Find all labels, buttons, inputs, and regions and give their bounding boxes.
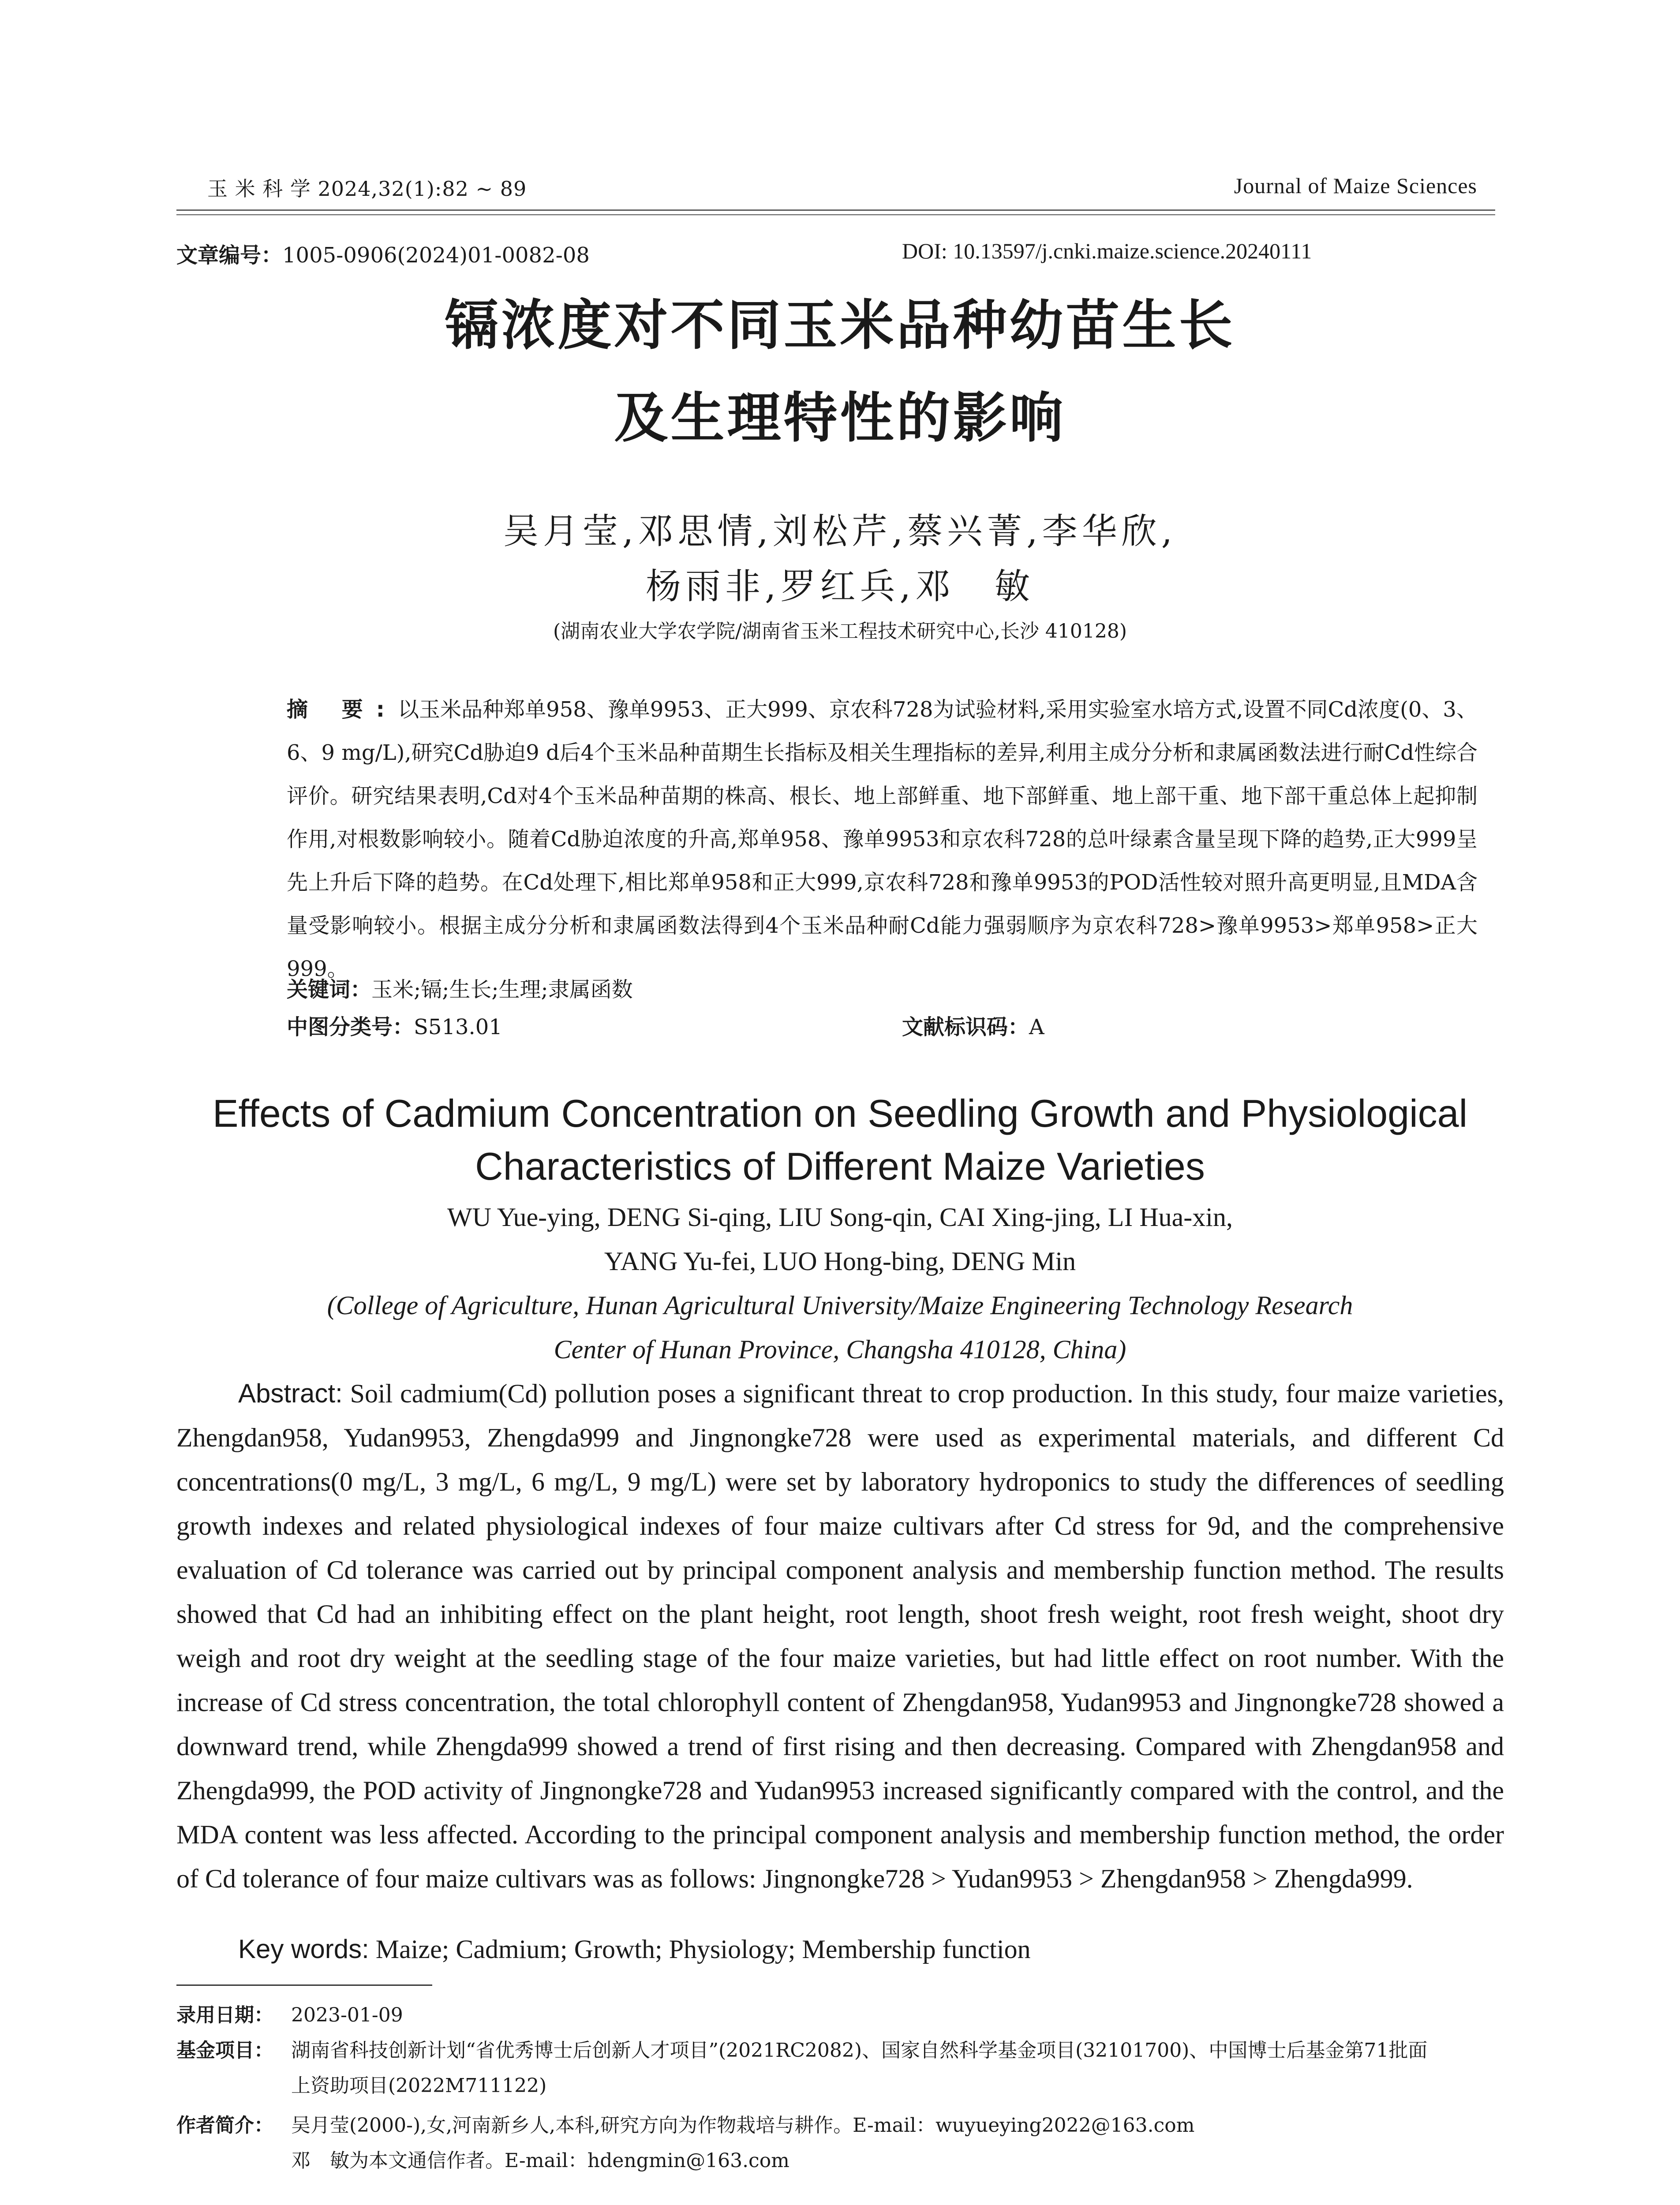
- keywords-cn-label: 关键词：: [287, 977, 372, 1002]
- header-rule-thin: [176, 214, 1495, 215]
- author-line1: 吴月莹(2000-),女,河南新乡人,本科,研究方向为作物栽培与耕作。E-mail：wuyueying2022@163.com: [291, 2114, 1195, 2137]
- footnote-received: [176, 1998, 1504, 2033]
- abstract-en-text: Soil cadmium(Cd) pollution poses a significant threat to crop production. In this study, four maize varieties, Zhengdan958, Yudan9953, Zhengda999 and Jingnongke728 were used as experimental materials, and different Cd concentrations(0 mg/L, 3 mg/L, 6 mg/L, 9 mg/L) were set by laboratory hydroponics to study the differences of seedling growth indexes and related physiological indexes of four maize cultivars after Cd stress for 9d, and the comprehensive evaluation of Cd tolerance was carried out by principal component analysis and membership function method. The results showed that Cd had an inhibiting effect on the plant height, root length, shoot fresh weight, root fresh weight, shoot dry weigh and root dry weight at the seedling stage of the four maize varieties, but had little effect on root number. With the increase of Cd stress concentration, the total chlorophyll content of Zhengdan958, Yudan9953 and Jingnongke728 showed a downward trend, while Zhengda999 showed a trend of first rising and then decreasing. Compared with Zhengdan958 and Zhengda999, the POD activity of Jingnongke728 and Yudan9953 increased significantly compared with the control, and the MDA content was less affected. According to the principal component analysis and membership function method, the order of Cd tolerance of four maize cultivars was as follows: Jingnongke728 > Yudan9953 > Zhengdan958 > Zhengda999.: [176, 1379, 1504, 1893]
- abstract-cn: [287, 688, 1478, 990]
- title-cn-line1: 镉浓度对不同玉米品种幼苗生长: [445, 294, 1235, 357]
- authors-cn-line1: 吴月莹,邓思情,刘松芹,蔡兴菁,李华欣,: [503, 511, 1177, 552]
- journal-header-en: Journal of Maize Sciences: [1234, 173, 1477, 198]
- authors-en-line2: YANG Yu-fei, LUO Hong-bing, DENG Min: [604, 1247, 1076, 1276]
- funding-label: 基金项目：: [176, 2039, 273, 2062]
- article-number: [176, 238, 590, 269]
- author-line2: 邓 敏为本文通信作者。E-mail：hdengmin@163.com: [291, 2149, 789, 2172]
- header-rule: [176, 209, 1495, 211]
- affiliation-en-line1: (College of Agriculture, Hunan Agricultural University/Maize Engineering Technology Research: [327, 1291, 1353, 1320]
- received-label: 录用日期：: [176, 2004, 273, 2026]
- keywords-en-label: Key words:: [238, 1934, 369, 1964]
- abstract-cn-label: 摘 要:: [287, 697, 398, 722]
- funding-line2: 上资助项目(2022M711122): [291, 2074, 547, 2097]
- doi: DOI: 10.13597/j.cnki.maize.science.20240111: [902, 239, 1312, 263]
- article-number-label: 文章编号：: [176, 243, 283, 268]
- footnote-funding: [176, 2033, 1504, 2104]
- clc-value: S513.01: [414, 1015, 502, 1039]
- title-cn-line2: 及生理特性的影响: [614, 387, 1066, 449]
- keywords-en-text: Maize; Cadmium; Growth; Physiology; Membership function: [375, 1935, 1031, 1964]
- doc-code-label: 文献标识码：: [902, 1015, 1029, 1039]
- funding-line1: 湖南省科技创新计划“省优秀博士后创新人才项目”(2021RC2082)、国家自然科学基金项目(32101700)、中国博士后基金第71批面: [291, 2039, 1428, 2062]
- author-label: 作者简介：: [176, 2114, 273, 2137]
- affiliation-cn: (湖南农业大学农学院/湖南省玉米工程技术研究中心,长沙 410128): [553, 620, 1127, 643]
- clc-label: 中图分类号：: [287, 1015, 414, 1039]
- footnote-author: [176, 2108, 1504, 2179]
- authors-en-line1: WU Yue-ying, DENG Si-qing, LIU Song-qin, CAI Xing-jing, LI Hua-xin,: [447, 1203, 1233, 1232]
- journal-header-cn: 玉 米 科 学 2024,32(1):82 ~ 89: [207, 177, 527, 201]
- authors-cn-line2: 杨雨非,罗红兵,邓 敏: [646, 566, 1034, 607]
- doc-code-value: A: [1029, 1015, 1044, 1039]
- keywords-cn: [287, 972, 633, 1003]
- footnote-rule: [176, 1984, 432, 1986]
- article-number-value: 1005-0906(2024)01-0082-08: [282, 243, 590, 268]
- abstract-cn-text: 以玉米品种郑单958、豫单9953、正大999、京农科728为试验材料,采用实验室水培方式,设置不同Cd浓度(0、3、6、9 mg/L),研究Cd胁迫9 d后4个玉米品种苗期生长指标及相关生理指标的差异,利用主成分分析和隶属函数法进行耐Cd性综合评价。研究结果表明,Cd对4个玉米品种苗期的株高、根长、地上部鲜重、地下部鲜重、地上部干重、地下部干重总体上起抑制作用,对根数影响较小。随着Cd胁迫浓度的升高,郑单958、豫单9953和京农科728的总叶绿素含量呈现下降的趋势,正大999呈先上升后下降的趋势。在Cd处理下,相比郑单958和正大999,京农科728和豫单9953的POD活性较对照升高更明显,且MDA含量受影响较小。根据主成分分析和隶属函数法得到4个玉米品种耐Cd能力强弱顺序为京农科728>豫单9953>郑单958>正大999。: [287, 697, 1478, 981]
- abstract-en-label: Abstract:: [238, 1379, 343, 1408]
- title-en-line1: Effects of Cadmium Concentration on Seedling Growth and Physiological: [212, 1091, 1468, 1135]
- doc-code: [902, 1010, 1044, 1040]
- title-en-line2: Characteristics of Different Maize Varieties: [475, 1144, 1205, 1188]
- abstract-en: [176, 1372, 1504, 1901]
- keywords-cn-text: 玉米;镉;生长;生理;隶属函数: [371, 977, 633, 1002]
- footnotes: [176, 1998, 1504, 2179]
- affiliation-en-line2: Center of Hunan Province, Changsha 410128, China): [554, 1335, 1126, 1364]
- keywords-en: [238, 1934, 1031, 1965]
- clc-number: [287, 1010, 502, 1040]
- received-value: 2023-01-09: [291, 2004, 403, 2026]
